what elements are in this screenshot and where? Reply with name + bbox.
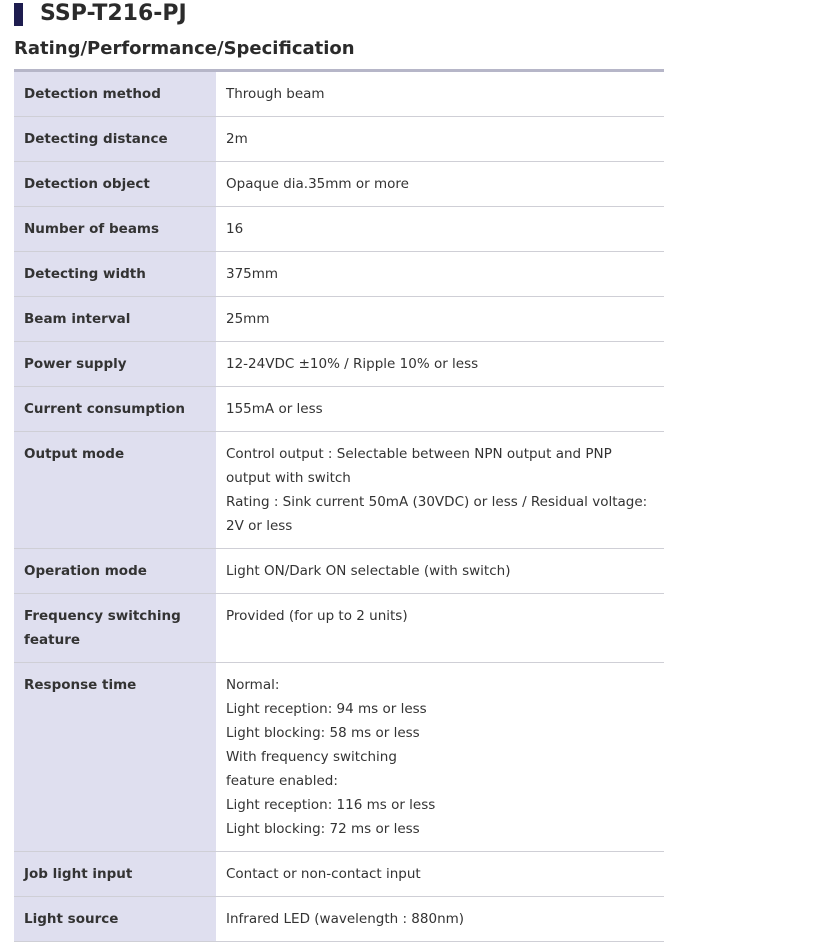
spec-label: Detecting width	[14, 252, 216, 297]
spec-value	[216, 852, 664, 897]
page-title: SSP-T216-PJ	[40, 1, 187, 26]
spec-label: Frequency switching feature	[14, 594, 216, 663]
spec-value	[216, 594, 664, 663]
spec-value	[216, 71, 664, 117]
section-subtitle: Rating/Performance/Specification	[14, 38, 355, 59]
table-row	[14, 207, 664, 252]
spec-value-line: Normal:	[226, 677, 280, 693]
spec-value-line: 12-24VDC ±10% / Ripple 10% or less	[226, 356, 479, 372]
spec-table	[14, 69, 664, 942]
spec-value-line: Provided (for up to 2 units)	[226, 608, 408, 624]
spec-value-line: Light reception: 94 ms or less	[226, 701, 427, 717]
spec-value	[216, 549, 664, 594]
spec-value	[216, 387, 664, 432]
table-row	[14, 663, 664, 852]
table-row	[14, 297, 664, 342]
table-row	[14, 852, 664, 897]
spec-value-line: Light reception: 116 ms or less	[226, 797, 436, 813]
spec-value	[216, 342, 664, 387]
spec-label: Response time	[14, 663, 216, 852]
table-row	[14, 594, 664, 663]
spec-value-line: Light ON/Dark ON selectable (with switch)	[226, 563, 511, 579]
spec-value-line: Opaque dia.35mm or more	[226, 176, 409, 192]
spec-value	[216, 207, 664, 252]
spec-value-line: 16	[226, 221, 244, 237]
spec-value	[216, 432, 664, 549]
spec-value	[216, 252, 664, 297]
table-row	[14, 71, 664, 117]
spec-value-line: Light blocking: 58 ms or less	[226, 725, 420, 741]
table-row	[14, 432, 664, 549]
spec-value	[216, 663, 664, 852]
spec-value-line: 375mm	[226, 266, 279, 282]
spec-label: Detection object	[14, 162, 216, 207]
spec-value-line: feature enabled:	[226, 773, 338, 789]
spec-value-line: Contact or non-contact input	[226, 866, 421, 882]
spec-table-body	[14, 71, 664, 942]
spec-label: Detection method	[14, 71, 216, 117]
table-row	[14, 342, 664, 387]
page-header	[0, 0, 823, 30]
spec-value-line: Rating : Sink current 50mA (30VDC) or less / Residual voltage: 2V or less	[226, 494, 648, 534]
table-row	[14, 897, 664, 942]
spec-value-line: Light blocking: 72 ms or less	[226, 821, 420, 837]
spec-label: Light source	[14, 897, 216, 942]
spec-label: Number of beams	[14, 207, 216, 252]
spec-value-line: Control output : Selectable between NPN output and PNP output with switch	[226, 446, 612, 486]
spec-label: Output mode	[14, 432, 216, 549]
spec-label: Detecting distance	[14, 117, 216, 162]
spec-value-line: Through beam	[226, 86, 325, 102]
spec-label: Job light input	[14, 852, 216, 897]
table-row	[14, 162, 664, 207]
table-row	[14, 387, 664, 432]
spec-label: Operation mode	[14, 549, 216, 594]
spec-value-line: Infrared LED (wavelength : 880nm)	[226, 911, 465, 927]
spec-label: Current consumption	[14, 387, 216, 432]
table-row	[14, 117, 664, 162]
spec-value	[216, 117, 664, 162]
spec-value-line: With frequency switching	[226, 749, 397, 765]
spec-value	[216, 297, 664, 342]
spec-value	[216, 897, 664, 942]
table-row	[14, 252, 664, 297]
spec-value-line: 2m	[226, 131, 248, 147]
spec-label: Power supply	[14, 342, 216, 387]
spec-value-line: 25mm	[226, 311, 270, 327]
spec-value	[216, 162, 664, 207]
title-accent-bar	[14, 3, 23, 26]
table-row	[14, 549, 664, 594]
spec-label: Beam interval	[14, 297, 216, 342]
spec-value-line: 155mA or less	[226, 401, 323, 417]
